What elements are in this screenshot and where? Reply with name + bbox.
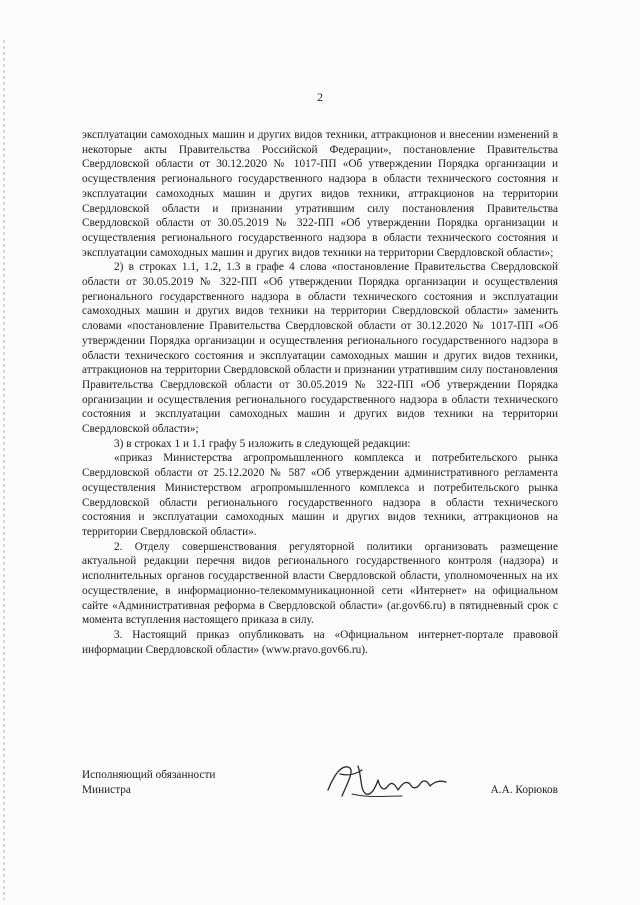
signatory-title-line-1: Исполняющий обязанности [82, 769, 216, 781]
paragraph-item-2: 2) в строках 1.1, 1.2, 1.3 в графе 4 слова «постановление Правительства Свердловской области от 30.05.2019 № 322-ПП «Об утверждении Порядка организации и осуществления регионального государственного надзора в области технического состояния и эксплуатации самоходных машин и других видов техники на территории Свердловской области» заменить словами «постановление Правительства Свердловской области от 30.12.2020 № 1017-ПП «Об утверждении Порядка организации и осуществления регионального государственного надзора в области технического состояния и эксплуатации самоходных машин и других видов техники, аттракционов на территории Свердловской области и признании утратившим силу постановления Правительства Свердловской области от 30.05.2019 № 322-ПП «Об утверждении Порядка организации и осуществления регионального государственного надзора в области технического состояния и эксплуатации самоходных машин и других видов техники на территории Свердловской области»; [82, 261, 558, 436]
signature-block [82, 768, 558, 828]
paragraph-item-3: 3) в строках 1 и 1.1 графу 5 изложить в следующей редакции: [114, 437, 411, 450]
signatory-title [82, 768, 215, 798]
scan-edge-artifact [3, 40, 5, 900]
signatory-title-line-2: Министра [82, 784, 131, 796]
document-body [82, 128, 558, 657]
signatory-name: А.А. Корюков [490, 784, 558, 796]
handwritten-signature [322, 756, 452, 806]
paragraph-section-3: 3. Настоящий приказ опубликовать на «Официальном интернет-портале правовой информации Свердловской области» (www.pravo.gov66.ru). [82, 628, 558, 656]
paragraph-continuation: эксплуатации самоходных машин и других видов техники, аттракционов и внесении изменений в некоторые акты Правительства Российской Федерации», постановление Правительства Свердловской области от 30.12.2020 № 1017-ПП «Об утверждении Порядка организации и осуществления регионального государственного надзора в области технического состояния и эксплуатации самоходных машин и других видов техники, аттракционов на территории Свердловской области и признании утратившим силу постановления Правительства Свердловской области от 30.05.2019 № 322-ПП «Об утверждении Порядка организации и осуществления регионального государственного надзора в области технического состояния и эксплуатации самоходных машин и других видов техники на территории Свердловской области»; [82, 129, 558, 259]
paragraph-section-2: 2. Отделу совершенствования регуляторной политики организовать размещение актуальной редакции перечня видов регионального государственного контроля (надзора) и исполнительных органов государственной власти Свердловской области, уполномоченных на их осуществление, в информационно-телекоммуникационной сети «Интернет» на официальном сайте «Административная реформа в Свердловской области» (ar.gov66.ru) в пятидневный срок с момента вступления настоящего приказа в силу. [82, 540, 558, 627]
paragraph-quote: «приказ Министерства агропромышленного комплекса и потребительского рынка Свердловской области от 25.12.2020 № 587 «Об утверждении административного регламента осуществления Министерством агропромышленного комплекса и потребительского рынка Свердловской области регионального государственного надзора в области технического состояния и эксплуатации самоходных машин и других видов техники, аттракционов на территории Свердловской области». [82, 452, 558, 538]
page-number: 2 [317, 90, 323, 104]
